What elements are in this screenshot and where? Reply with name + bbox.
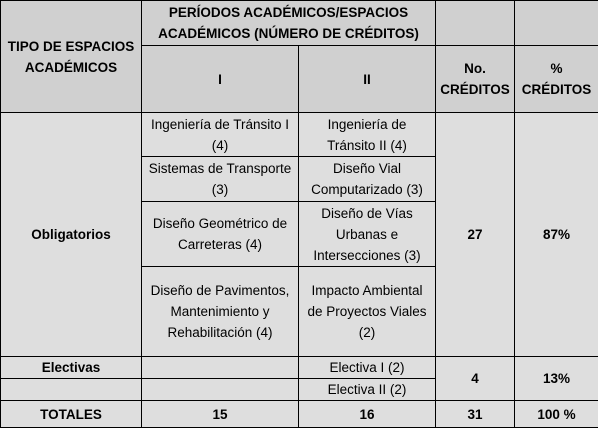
course-cell: Impacto Ambiental de Proyectos Viales (2) [299, 267, 436, 357]
course-cell: Diseño de Vías Urbanas e Intersecciones (3) [299, 202, 436, 267]
total-period-2: 16 [299, 401, 436, 428]
obligatorios-porcentaje: 87% [515, 113, 598, 357]
row-label-totales: TOTALES [1, 401, 142, 428]
electivas-porcentaje: 13% [515, 357, 598, 401]
header-no-creditos: No. CRÉDITOS [436, 46, 515, 113]
total-period-1: 15 [142, 401, 299, 428]
course-cell: Sistemas de Transporte (3) [142, 157, 299, 202]
course-cell: Diseño de Pavimentos, Mantenimiento y Rehabilitación (4) [142, 267, 299, 357]
empty-cell [1, 379, 142, 401]
header-period-1: I [142, 46, 299, 113]
header-pct-creditos: % CRÉDITOS [515, 46, 598, 113]
header-periodos: PERÍODOS ACADÉMICOS/ESPACIOS ACADÉMICOS (NÚMERO DE CRÉDITOS) [142, 1, 436, 46]
header-period-2: II [299, 46, 436, 113]
row-label-obligatorios: Obligatorios [1, 113, 142, 357]
electivas-creditos: 4 [436, 357, 515, 401]
obligatorios-creditos: 27 [436, 113, 515, 357]
course-cell: Electiva II (2) [299, 379, 436, 401]
header-spacer-pct [515, 1, 598, 46]
course-cell: Diseño Vial Computarizado (3) [299, 157, 436, 202]
total-porcentaje: 100 % [515, 401, 598, 428]
course-cell [142, 379, 299, 401]
course-cell: Ingeniería de Tránsito I (4) [142, 113, 299, 157]
table-row [1, 113, 598, 157]
header-tipo: TIPO DE ESPACIOS ACADÉMICOS [1, 1, 142, 113]
course-cell: Ingeniería de Tránsito II (4) [299, 113, 436, 157]
course-cell [142, 357, 299, 379]
total-creditos: 31 [436, 401, 515, 428]
course-cell: Electiva I (2) [299, 357, 436, 379]
course-cell: Diseño Geométrico de Carreteras (4) [142, 202, 299, 267]
header-spacer-creditos [436, 1, 515, 46]
table-row [1, 401, 598, 428]
table-row [1, 357, 598, 379]
row-label-electivas: Electivas [1, 357, 142, 379]
